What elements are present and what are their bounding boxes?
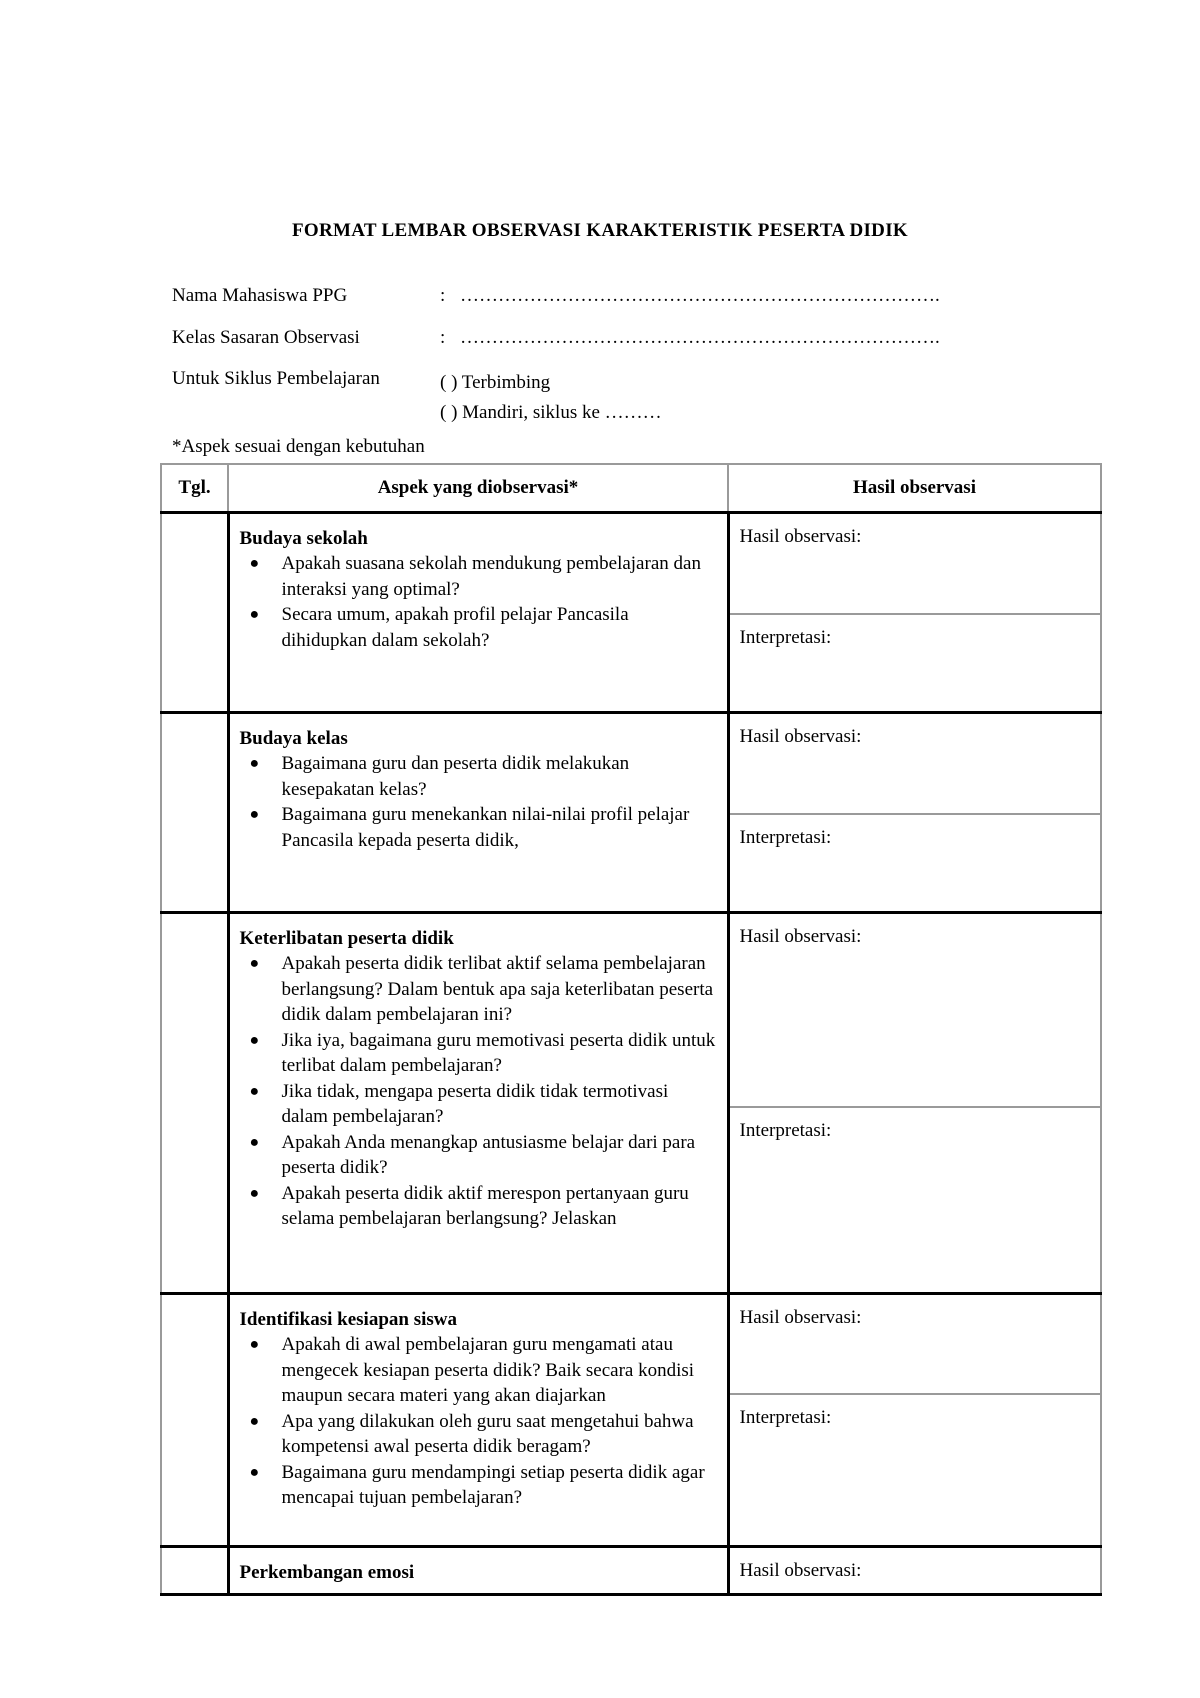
field-label: Nama Mahasiswa PPG [172,285,348,306]
bullet-icon: ● [249,1133,260,1151]
tgl-cell[interactable] [161,713,228,913]
aspect-cell [228,1294,728,1547]
aspect-cell [228,1547,728,1595]
bullet-icon: ● [249,755,260,772]
interpretasi-field[interactable]: Interpretasi: [730,1393,1101,1545]
option-mandiri[interactable]: ( ) Mandiri, siklus ke ……… [440,402,662,423]
option-terbimbing[interactable]: ( ) Terbimbing [440,372,551,393]
question-text: Bagaimana guru menekankan nilai-nilai profil pelajar Pancasila kepada peserta didik, [281,804,690,851]
question-text: Bagaimana guru dan peserta didik melakukan kesepakatan kelas? [281,753,630,800]
hasil-observasi-field[interactable]: Hasil observasi: [739,526,862,547]
field-colon: : [440,285,446,306]
field-colon: : [440,327,446,348]
header-tgl: Tgl. [161,464,228,513]
tgl-cell[interactable] [161,1294,228,1547]
bullet-icon: ● [249,806,260,823]
field-label: Untuk Siklus Pembelajaran [172,368,380,389]
table-header-row [161,464,1101,513]
bullet-icon: ● [249,1412,260,1430]
list-item [240,1460,717,1511]
question-text: Bagaimana guru mendampingi setiap peserta didik agar mencapai tujuan pembelajaran? [281,1461,705,1508]
list-item [240,751,717,802]
result-cell [728,1294,1101,1547]
bullet-icon: ● [249,1031,260,1049]
question-list [240,751,717,853]
bullet-icon: ● [249,955,260,972]
list-item [240,1332,717,1409]
tgl-cell[interactable] [161,913,228,1294]
list-item [240,802,717,853]
bullet-icon: ● [249,1463,260,1481]
bullet-icon: ● [249,1184,260,1202]
list-item [240,1079,717,1130]
list-item [240,1409,717,1460]
field-blank[interactable]: …………………………………………………………………. [460,327,940,348]
question-list [240,951,717,1232]
field-blank[interactable]: …………………………………………………………………. [460,285,940,306]
bullet-icon: ● [249,606,260,623]
question-text: Apakah suasana sekolah mendukung pembelajaran dan interaksi yang optimal? [281,553,701,600]
aspect-cell [228,513,728,713]
field-label: Kelas Sasaran Observasi [172,327,360,348]
aspect-cell [228,713,728,913]
interpretasi-field[interactable]: Interpretasi: [730,613,1101,711]
section-title: Budaya sekolah [239,528,368,549]
list-item [240,551,717,602]
section-title: Identifikasi kesiapan siswa [239,1309,458,1330]
table-row [161,713,1101,913]
list-item [240,602,717,653]
question-text: Jika iya, bagaimana guru memotivasi peserta didik untuk terlibat dalam pembelajaran? [281,1029,716,1076]
aspect-cell [228,913,728,1294]
interpretasi-field[interactable]: Interpretasi: [730,813,1101,911]
list-item [240,1181,717,1232]
table-row [161,913,1101,1294]
aspect-note: *Aspek sesuai dengan kebutuhan [172,436,425,457]
tgl-cell[interactable] [161,513,228,713]
list-item [240,1028,717,1079]
hasil-observasi-field[interactable]: Hasil observasi: [739,1307,862,1328]
list-item [240,1130,717,1181]
bullet-icon: ● [249,1082,260,1100]
question-text: Apakah di awal pembelajaran guru mengamati atau mengecek kesiapan peserta didik? Baik secara kondisi maupun secara materi yang akan diajarkan [281,1334,695,1406]
question-text: Apakah peserta didik terlibat aktif selama pembelajaran berlangsung? Dalam bentuk apa saja keterlibatan peserta didik dalam pembelajaran ini? [281,953,714,1025]
section-title: Budaya kelas [239,728,348,749]
question-text: Apa yang dilakukan oleh guru saat mengetahui bahwa kompetensi awal peserta didik beragam? [281,1410,694,1457]
question-text: Secara umum, apakah profil pelajar Pancasila dihidupkan dalam sekolah? [281,604,629,651]
table-row [161,1547,1101,1595]
question-list [240,551,717,653]
result-cell [728,913,1101,1294]
bullet-icon: ● [249,1336,260,1353]
section-title: Perkembangan emosi [239,1562,415,1583]
header-aspek: Aspek yang diobservasi* [228,464,728,513]
bullet-icon: ● [249,555,260,572]
hasil-observasi-field[interactable]: Hasil observasi: [739,1560,862,1581]
header-hasil: Hasil observasi [728,464,1101,513]
interpretasi-field[interactable]: Interpretasi: [730,1106,1101,1292]
table-row [161,1294,1101,1547]
question-list [240,1332,717,1511]
tgl-cell[interactable] [161,1547,228,1595]
section-title: Keterlibatan peserta didik [239,928,454,949]
table-row [161,513,1101,713]
result-cell [728,713,1101,913]
result-cell [728,1547,1101,1595]
question-text: Apakah Anda menangkap antusiasme belajar dari para peserta didik? [281,1131,696,1178]
document-title: FORMAT LEMBAR OBSERVASI KARAKTERISTIK PESERTA DIDIK [292,220,908,241]
hasil-observasi-field[interactable]: Hasil observasi: [739,926,862,947]
question-text: Apakah peserta didik aktif merespon pertanyaan guru selama pembelajaran berlangsung? Jelaskan [281,1182,689,1229]
question-text: Jika tidak, mengapa peserta didik tidak termotivasi dalam pembelajaran? [281,1080,669,1127]
hasil-observasi-field[interactable]: Hasil observasi: [739,726,862,747]
list-item [240,951,717,1028]
observation-table [160,463,1102,1596]
result-cell [728,513,1101,713]
